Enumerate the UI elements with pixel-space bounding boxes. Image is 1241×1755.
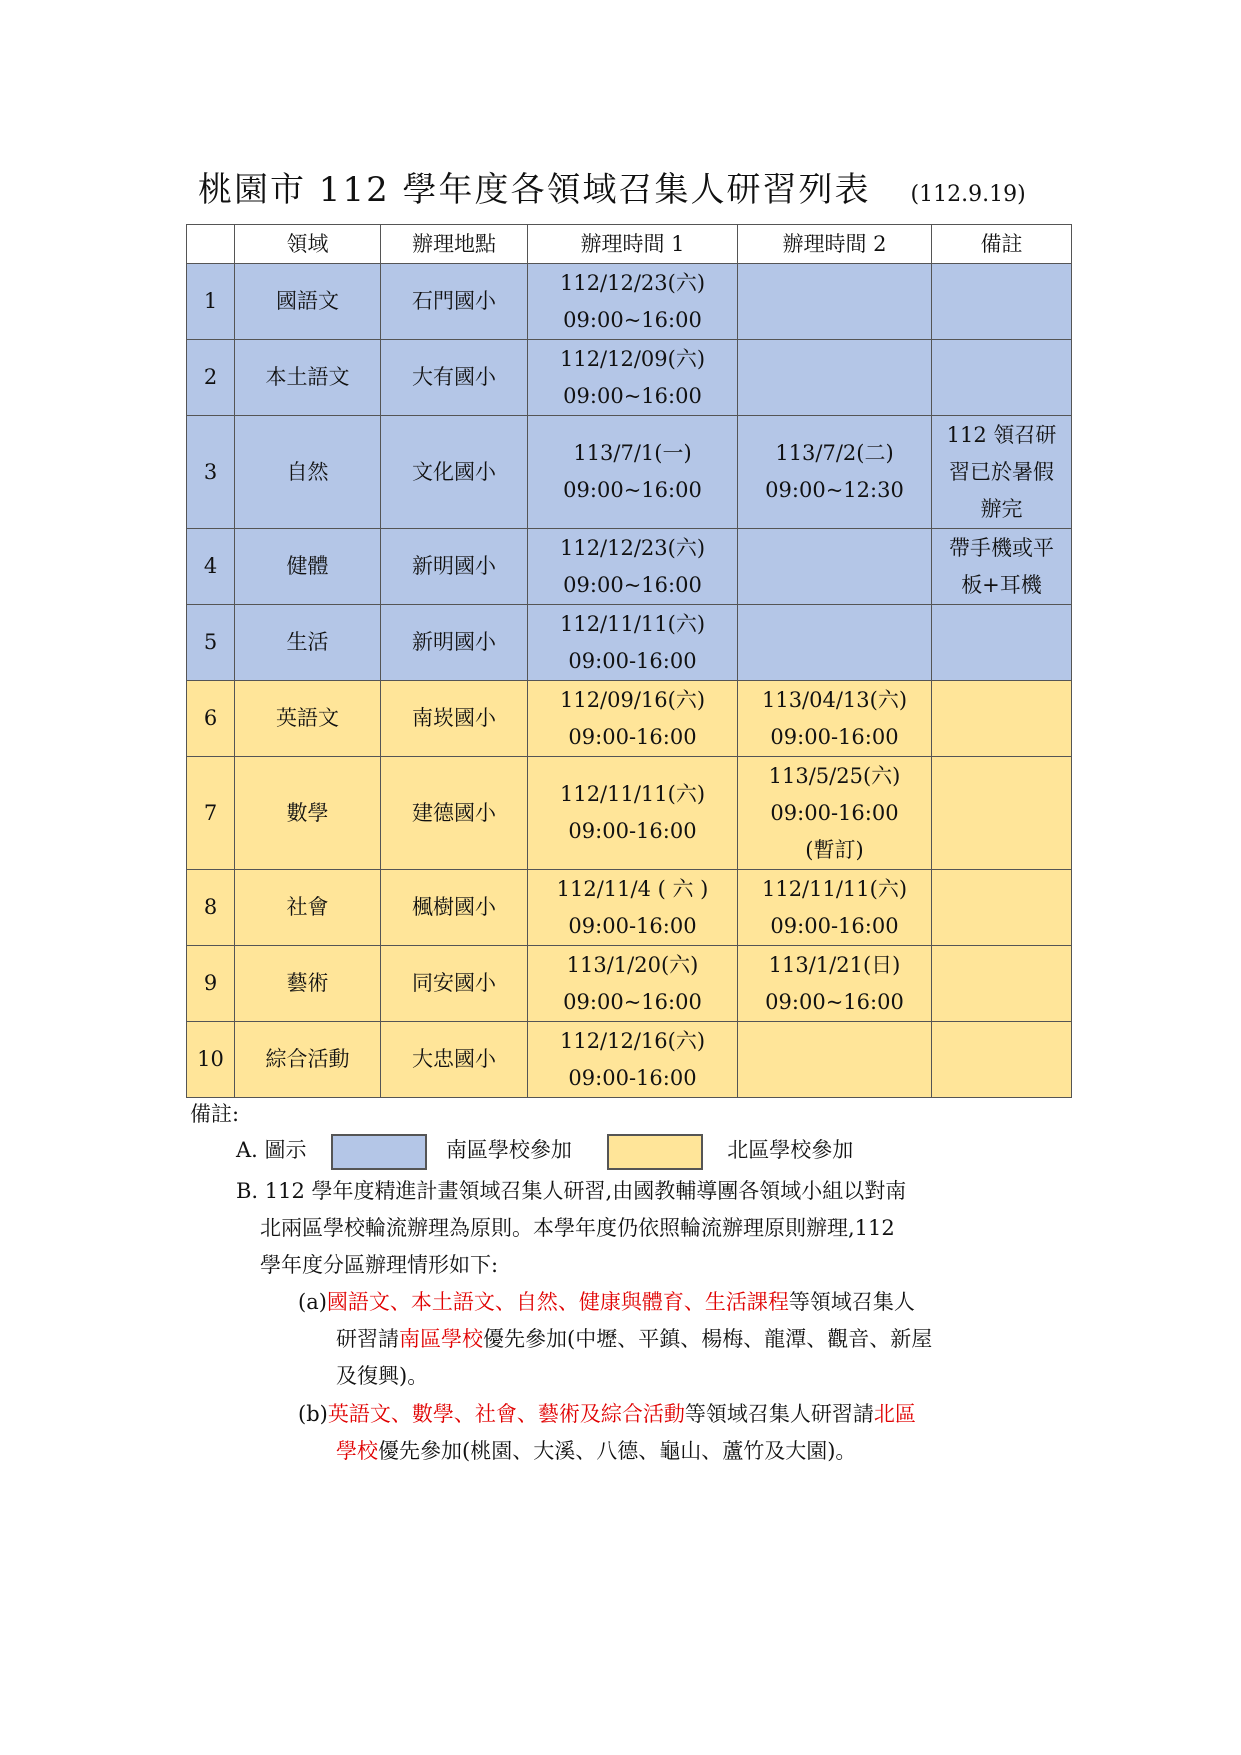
time1-cell — [528, 416, 738, 529]
note-b-line2: 北兩區學校輪流辦理為原則。本學年度仍依照輪流辦理原則辦理,112 — [260, 1216, 895, 1240]
legend-south-label: 南區學校參加 — [445, 1138, 572, 1162]
time2-cell — [738, 340, 932, 416]
row-number-cell: 8 — [187, 870, 235, 946]
place-cell: 楓樹國小 — [381, 870, 528, 946]
row-number-cell: 5 — [187, 605, 235, 681]
time1-cell-line: 112/12/23(六) — [559, 270, 706, 295]
note-a-item-red1: 國語文、本土語文、自然、健康與體育、生活課程 — [326, 1290, 789, 1314]
time1-cell-line: 112/11/11(六) — [559, 611, 706, 636]
note-a-item-line1 — [298, 1286, 915, 1316]
note-b-line3: 學年度分區辦理情形如下: — [260, 1253, 499, 1277]
time1-cell-line: 09:00-16:00 — [568, 648, 697, 673]
time1-cell-line: 112/11/4 ( 六 ) — [556, 876, 709, 901]
note-a-item-line2 — [336, 1323, 932, 1353]
legend-north-label: 北區學校參加 — [727, 1138, 854, 1162]
table-row — [187, 870, 1072, 946]
time2-cell — [738, 1022, 932, 1098]
time2-cell — [738, 757, 932, 870]
table-row — [187, 681, 1072, 757]
note-cell — [932, 264, 1072, 340]
time2-cell-line: 09:00-16:00 — [770, 800, 899, 825]
place-cell: 建德國小 — [381, 757, 528, 870]
time1-cell — [528, 757, 738, 870]
time1-cell-line: 112/12/16(六) — [559, 1028, 706, 1053]
time1-cell-line: 09:00~16:00 — [563, 989, 702, 1014]
time1-cell-line: 112/12/23(六) — [559, 535, 706, 560]
note-a-item-red2: 南區學校 — [399, 1327, 483, 1351]
notes-heading: 備註: — [190, 1102, 240, 1126]
time1-cell-line: 09:00-16:00 — [568, 819, 697, 843]
note-a-item-prefix: (a) — [298, 1290, 327, 1314]
domain-cell: 綜合活動 — [235, 1022, 381, 1098]
time1-cell — [528, 681, 738, 757]
title-date: (112.9.19) — [910, 182, 1026, 207]
place-cell: 同安國小 — [381, 946, 528, 1022]
time1-cell — [528, 870, 738, 946]
header-cell: 辦理時間 2 — [738, 225, 932, 264]
domain-cell: 社會 — [235, 870, 381, 946]
time1-cell-line: 112/11/11(六) — [559, 782, 706, 806]
note-cell — [932, 870, 1072, 946]
time2-cell — [738, 681, 932, 757]
time1-cell — [528, 605, 738, 681]
time1-cell-line: 113/7/1(一) — [573, 441, 692, 465]
schedule-table — [186, 224, 1072, 1098]
row-number-cell: 2 — [187, 340, 235, 416]
place-cell: 大有國小 — [381, 340, 528, 416]
note-cell-line: 帶手機或平 — [949, 535, 1054, 560]
time2-cell — [738, 870, 932, 946]
table-header-row — [187, 225, 1072, 264]
note-b-item-prefix: (b) — [298, 1402, 328, 1426]
domain-cell: 英語文 — [235, 681, 381, 757]
table-row — [187, 264, 1072, 340]
place-cell: 南崁國小 — [381, 681, 528, 757]
note-a-item-line3: 及復興)。 — [336, 1364, 429, 1388]
place-cell: 新明國小 — [381, 529, 528, 605]
note-cell-line: 板+耳機 — [961, 572, 1042, 597]
note-b-item-text2: 優先參加(桃園、大溪、八德、龜山、蘆竹及大園)。 — [378, 1439, 857, 1463]
row-number-cell: 9 — [187, 946, 235, 1022]
note-b-item-line1 — [298, 1398, 916, 1428]
time1-cell — [528, 340, 738, 416]
time2-cell — [738, 946, 932, 1022]
time1-cell — [528, 264, 738, 340]
domain-cell: 數學 — [235, 757, 381, 870]
note-cell — [932, 1022, 1072, 1098]
table-row — [187, 946, 1072, 1022]
legend-south-swatch — [331, 1134, 427, 1170]
place-cell: 石門國小 — [381, 264, 528, 340]
table-body — [187, 264, 1072, 1098]
domain-cell: 藝術 — [235, 946, 381, 1022]
note-cell — [932, 681, 1072, 757]
time2-cell-line: 113/04/13(六) — [761, 687, 908, 712]
table-row — [187, 1022, 1072, 1098]
place-cell: 新明國小 — [381, 605, 528, 681]
table-row — [187, 416, 1072, 529]
note-b-item-red2: 北區 — [873, 1402, 916, 1426]
time1-cell — [528, 529, 738, 605]
time2-cell-line: 113/1/21(日) — [768, 952, 901, 977]
note-cell — [932, 416, 1072, 529]
note-b-item-line2 — [336, 1435, 856, 1465]
time1-cell-line: 112/12/09(六) — [559, 346, 706, 371]
header-cell: 備註 — [932, 225, 1072, 264]
table-row — [187, 529, 1072, 605]
table-row — [187, 605, 1072, 681]
row-number-cell: 3 — [187, 416, 235, 529]
time1-cell-line: 09:00~16:00 — [563, 478, 702, 502]
time1-cell-line: 09:00~16:00 — [563, 383, 702, 408]
header-cell: 領域 — [235, 225, 381, 264]
row-number-cell: 4 — [187, 529, 235, 605]
time1-cell-line: 09:00-16:00 — [568, 724, 697, 749]
note-cell-line: 習已於暑假 — [949, 459, 1054, 484]
time1-cell — [528, 946, 738, 1022]
time2-cell — [738, 416, 932, 529]
row-number-cell: 10 — [187, 1022, 235, 1098]
header-cell: 辦理時間 1 — [528, 225, 738, 264]
time2-cell — [738, 264, 932, 340]
time1-cell-line: 112/09/16(六) — [559, 687, 706, 712]
time1-cell-line: 09:00-16:00 — [568, 1065, 697, 1090]
note-cell — [932, 946, 1072, 1022]
legend-prefix: A. 圖示 — [236, 1138, 307, 1162]
table-row — [187, 757, 1072, 870]
time2-cell-line: (暫訂) — [805, 837, 864, 862]
domain-cell: 本土語文 — [235, 340, 381, 416]
note-b-item-red3: 學校 — [336, 1439, 378, 1463]
domain-cell: 生活 — [235, 605, 381, 681]
time1-cell-line: 113/1/20(六) — [566, 952, 699, 977]
time2-cell-line: 113/7/2(二) — [775, 441, 894, 465]
note-cell — [932, 605, 1072, 681]
note-cell-line: 辦完 — [980, 496, 1023, 521]
note-cell — [932, 529, 1072, 605]
time2-cell-line: 09:00-16:00 — [770, 724, 899, 749]
note-cell-line: 112 領召研 — [946, 422, 1057, 447]
domain-cell: 國語文 — [235, 264, 381, 340]
legend-line — [236, 1130, 853, 1170]
time1-cell-line: 09:00-16:00 — [568, 913, 697, 938]
title-text: 桃園市 112 學年度各領域召集人研習列表 — [198, 170, 871, 210]
note-b-line1: B. 112 學年度精進計畫領域召集人研習,由國教輔導團各領域小組以對南 — [236, 1179, 907, 1203]
note-cell — [932, 757, 1072, 870]
domain-cell: 健體 — [235, 529, 381, 605]
header-cell — [187, 225, 235, 264]
note-cell — [932, 340, 1072, 416]
time1-cell-line: 09:00~16:00 — [563, 307, 702, 332]
time2-cell — [738, 605, 932, 681]
time2-cell-line: 112/11/11(六) — [761, 876, 908, 901]
page-title — [198, 162, 1058, 211]
table-row — [187, 340, 1072, 416]
row-number-cell: 6 — [187, 681, 235, 757]
note-b-item-text1: 等領域召集人研習請 — [684, 1402, 874, 1426]
note-b-item-red1: 英語文、數學、社會、藝術及綜合活動 — [327, 1402, 685, 1426]
domain-cell: 自然 — [235, 416, 381, 529]
note-a-item-text2: 研習請 — [336, 1327, 399, 1351]
time2-cell-line: 09:00~16:00 — [765, 989, 904, 1014]
note-a-item-text1: 等領域召集人 — [788, 1290, 915, 1314]
place-cell: 文化國小 — [381, 416, 528, 529]
row-number-cell: 1 — [187, 264, 235, 340]
time2-cell-line: 09:00~12:30 — [765, 478, 904, 502]
time2-cell — [738, 529, 932, 605]
legend-north-swatch — [607, 1134, 703, 1170]
time2-cell-line: 113/5/25(六) — [768, 763, 901, 788]
row-number-cell: 7 — [187, 757, 235, 870]
place-cell: 大忠國小 — [381, 1022, 528, 1098]
time1-cell-line: 09:00~16:00 — [563, 572, 702, 597]
time2-cell-line: 09:00-16:00 — [770, 913, 899, 938]
header-cell: 辦理地點 — [381, 225, 528, 264]
time1-cell — [528, 1022, 738, 1098]
note-a-item-text3: 優先參加(中壢、平鎮、楊梅、龍潭、觀音、新屋 — [483, 1327, 933, 1351]
